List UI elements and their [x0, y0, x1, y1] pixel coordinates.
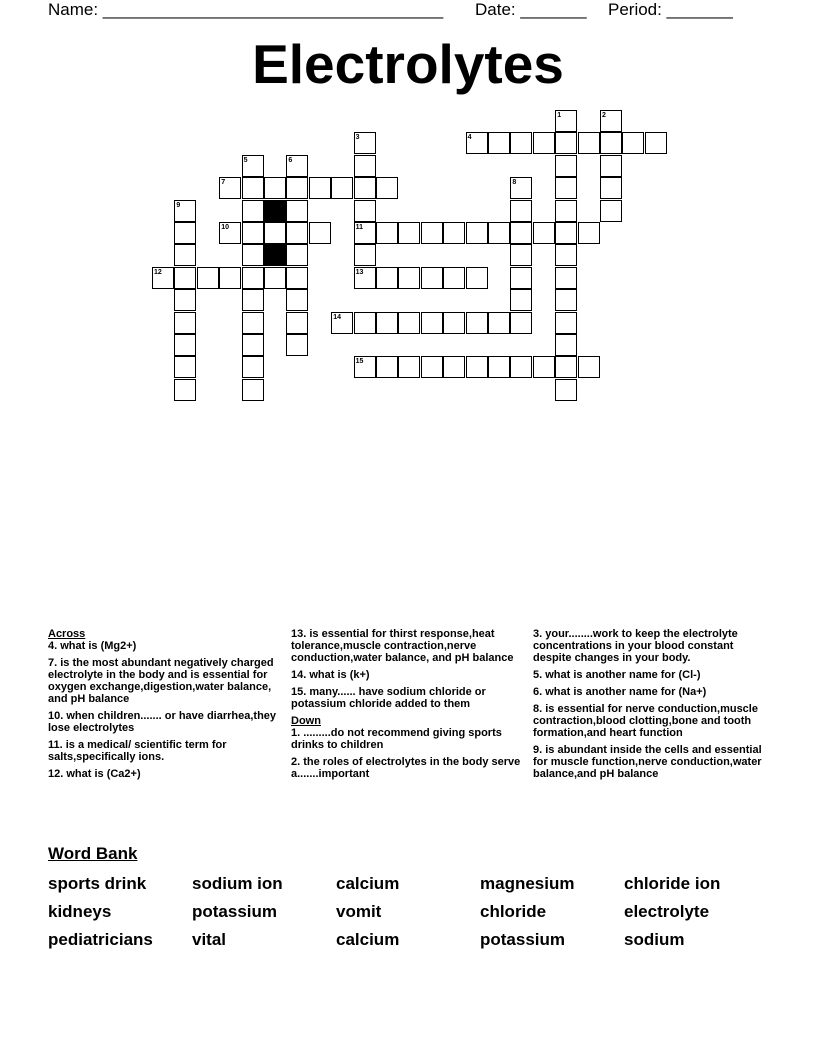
word-bank-title: Word Bank: [48, 844, 138, 863]
clue-text: many...... have sodium chloride or potassium chloride added to them: [291, 686, 486, 710]
crossword-cell[interactable]: [578, 132, 600, 154]
clue-number: 2: [602, 112, 606, 119]
crossword-cell[interactable]: [510, 267, 532, 289]
clue-number-label: 1.: [291, 727, 301, 739]
crossword-cell[interactable]: [555, 244, 577, 266]
crossword-cell[interactable]: [555, 356, 577, 378]
clue-text: is abundant inside the cells and essential for muscle function,nerve conduction,water balance,and pH balance: [533, 744, 762, 780]
word-bank-item: vomit: [336, 902, 382, 921]
crossword-cell[interactable]: [242, 244, 264, 266]
clues-column-2: [291, 628, 526, 785]
crossword-cell[interactable]: [174, 379, 196, 401]
crossword-cell[interactable]: [578, 356, 600, 378]
crossword-cell[interactable]: [242, 289, 264, 311]
clue-number: 4: [467, 134, 472, 142]
crossword-cell[interactable]: [533, 356, 555, 378]
crossword-cell[interactable]: [533, 132, 555, 154]
date-field[interactable]: Date: _______: [475, 0, 587, 19]
crossword-cell[interactable]: [488, 356, 510, 378]
word-bank-item: calcium: [336, 874, 400, 893]
crossword-cell[interactable]: [443, 222, 465, 244]
clue-number: 6: [288, 156, 293, 164]
crossword-cell[interactable]: [600, 200, 622, 222]
word-bank-item: sodium ion: [192, 874, 283, 893]
crossword-cell[interactable]: [264, 267, 286, 289]
clue-item: [291, 727, 526, 751]
crossword-cell[interactable]: [510, 132, 532, 154]
crossword-cell[interactable]: [286, 244, 308, 266]
crossword-cell[interactable]: [376, 356, 398, 378]
crossword-cell[interactable]: [555, 379, 577, 401]
crossword-cell[interactable]: [488, 132, 510, 154]
clue-number: 10: [221, 224, 229, 231]
crossword-cell[interactable]: [242, 267, 264, 289]
clue-number-label: 11.: [48, 739, 63, 751]
crossword-cell[interactable]: [264, 177, 286, 199]
crossword-cell[interactable]: [376, 177, 398, 199]
across-heading: Across: [48, 628, 86, 640]
crossword-cell[interactable]: [555, 177, 577, 199]
clue-text: .........do not recommend giving sports drinks to children: [291, 727, 502, 751]
clue-number-label: 12.: [48, 768, 64, 780]
clues-column-1: [48, 628, 283, 785]
clue-item: [291, 628, 526, 664]
clue-number: 11: [355, 224, 363, 231]
crossword-cell[interactable]: [421, 356, 443, 378]
word-bank-item: calcium: [336, 930, 400, 949]
clue-item: [533, 703, 768, 739]
clue-number-label: 8.: [533, 703, 543, 715]
clue-number-label: 7.: [48, 657, 58, 669]
crossword-cell[interactable]: [510, 244, 532, 266]
crossword-cell[interactable]: [174, 267, 196, 289]
crossword-cell[interactable]: [309, 177, 331, 199]
clue-number-label: 4.: [48, 640, 58, 652]
clue-number-label: 15.: [291, 686, 307, 698]
crossword-cell[interactable]: [286, 177, 308, 199]
clue-number: 15: [355, 358, 364, 366]
crossword-cell[interactable]: [421, 222, 443, 244]
crossword-cell[interactable]: [242, 379, 264, 401]
crossword-cell[interactable]: [443, 356, 465, 378]
crossword-cell[interactable]: [242, 200, 264, 222]
crossword-cell[interactable]: [354, 177, 376, 199]
clue-item: [291, 686, 526, 710]
clue-number-label: 2.: [291, 756, 301, 768]
word-bank-item: kidneys: [48, 902, 112, 921]
crossword-cell[interactable]: [354, 155, 376, 177]
clue-item: [533, 686, 768, 698]
word-bank-item: potassium: [192, 902, 278, 921]
crossword-cell[interactable]: [242, 222, 264, 244]
clue-item: [48, 640, 283, 652]
crossword-cell[interactable]: [264, 222, 286, 244]
clue-item: [48, 739, 283, 763]
clue-item: [533, 744, 768, 780]
crossword-block: [264, 244, 286, 266]
crossword-cell[interactable]: [421, 267, 443, 289]
crossword-cell[interactable]: [286, 334, 308, 356]
crossword-cell[interactable]: [398, 312, 420, 334]
clue-number-label: 5.: [533, 669, 543, 681]
clue-text: your........work to keep the electrolyte concentrations in your blood constant despite changes in your body.: [533, 628, 738, 664]
word-bank-item: chloride ion: [624, 874, 721, 893]
clue-text: what is (k+): [306, 669, 370, 681]
crossword-cell[interactable]: [600, 155, 622, 177]
crossword-block: [264, 200, 286, 222]
clue-item: [48, 657, 283, 705]
clue-text: what is another name for (Na+): [542, 686, 707, 698]
clue-number: 9: [176, 201, 181, 209]
clue-item: [48, 768, 283, 780]
clue-number: 7: [221, 179, 226, 187]
clue-item: [291, 756, 526, 780]
crossword-cell[interactable]: [197, 267, 219, 289]
word-bank-item: chloride: [480, 902, 547, 921]
clue-text: is a medical/ scientific term for salts,specifically ions.: [48, 739, 227, 763]
crossword-cell[interactable]: [622, 132, 644, 154]
clue-text: is essential for thirst response,heat tolerance,muscle contraction,nerve conduction,water balance, and pH balance: [291, 628, 514, 664]
crossword-cell[interactable]: [466, 222, 488, 244]
crossword-cell[interactable]: [510, 312, 532, 334]
crossword-cell[interactable]: [555, 222, 577, 244]
crossword-cell[interactable]: [510, 356, 532, 378]
crossword-cell[interactable]: [578, 222, 600, 244]
crossword-cell[interactable]: [466, 356, 488, 378]
clue-number: 13: [355, 268, 364, 276]
crossword-cell[interactable]: [286, 289, 308, 311]
crossword-cell[interactable]: [286, 222, 308, 244]
crossword-cell[interactable]: [510, 289, 532, 311]
crossword-cell[interactable]: [600, 177, 622, 199]
clue-text: what is (Mg2+): [57, 640, 137, 652]
crossword-cell[interactable]: [555, 155, 577, 177]
crossword-cell[interactable]: [398, 267, 420, 289]
crossword-cell[interactable]: [466, 312, 488, 334]
word-bank-item: pediatricians: [48, 930, 153, 949]
crossword-cell[interactable]: [466, 267, 488, 289]
word-bank-item: vital: [192, 930, 227, 949]
crossword-cell[interactable]: [645, 132, 667, 154]
crossword-cell[interactable]: [354, 200, 376, 222]
crossword-cell[interactable]: [376, 312, 398, 334]
crossword-cell[interactable]: [174, 289, 196, 311]
clue-item: [533, 628, 768, 664]
crossword-cell[interactable]: [242, 177, 264, 199]
clue-number-label: 14.: [291, 669, 307, 681]
clue-item: [291, 669, 526, 681]
crossword-cell[interactable]: [510, 200, 532, 222]
down-heading: Down: [291, 715, 321, 727]
crossword-cell[interactable]: [421, 312, 443, 334]
word-bank-item: magnesium: [480, 874, 575, 893]
clue-number-label: 3.: [533, 628, 543, 640]
crossword-cell[interactable]: [219, 267, 241, 289]
crossword-cell[interactable]: [354, 312, 376, 334]
crossword-cell[interactable]: [600, 132, 622, 154]
crossword-cell[interactable]: [555, 132, 577, 154]
crossword-cell[interactable]: [488, 312, 510, 334]
name-field[interactable]: Name: ____________________________________: [48, 0, 444, 19]
crossword-cell[interactable]: [398, 222, 420, 244]
crossword-cell[interactable]: [555, 289, 577, 311]
crossword-cell[interactable]: [242, 312, 264, 334]
crossword-cell[interactable]: [242, 334, 264, 356]
clue-text: what is (Ca2+): [63, 768, 141, 780]
clue-number-label: 13.: [291, 628, 307, 640]
clue-number-label: 10.: [48, 710, 64, 722]
clue-number: 14: [333, 313, 341, 321]
crossword-cell[interactable]: [555, 312, 577, 334]
clue-text: the roles of electrolytes in the body serve a.......important: [291, 756, 521, 780]
crossword-cell[interactable]: [309, 222, 331, 244]
crossword-cell[interactable]: [174, 244, 196, 266]
crossword-cell[interactable]: [510, 222, 532, 244]
crossword-cell[interactable]: [174, 356, 196, 378]
crossword-cell[interactable]: [376, 267, 398, 289]
crossword-cell[interactable]: [443, 267, 465, 289]
crossword-cell[interactable]: [242, 356, 264, 378]
crossword-cell[interactable]: [555, 200, 577, 222]
crossword-cell[interactable]: [286, 312, 308, 334]
clue-number: 8: [512, 179, 517, 187]
crossword-cell[interactable]: [174, 222, 196, 244]
crossword-cell[interactable]: [174, 312, 196, 334]
crossword-cell[interactable]: [174, 334, 196, 356]
word-bank-item: potassium: [480, 930, 566, 949]
clue-item: [533, 669, 768, 681]
clue-number: 3: [355, 134, 360, 142]
crossword-cell[interactable]: [398, 356, 420, 378]
page-title: Electrolytes: [252, 33, 564, 95]
crossword-cell[interactable]: [533, 222, 555, 244]
word-bank-item: sports drink: [48, 874, 147, 893]
word-bank-item: sodium: [624, 930, 685, 949]
clue-number: 1: [557, 112, 562, 119]
crossword-cell[interactable]: [331, 177, 353, 199]
crossword-cell[interactable]: [354, 244, 376, 266]
clue-number: 12: [154, 268, 162, 276]
crossword-cell[interactable]: [488, 222, 510, 244]
clue-number: 5: [243, 156, 248, 164]
clues-column-3: [533, 628, 768, 785]
crossword-cell[interactable]: [286, 267, 308, 289]
word-bank-item: electrolyte: [624, 902, 710, 921]
crossword-cell[interactable]: [443, 312, 465, 334]
period-field[interactable]: Period: _______: [608, 0, 733, 19]
clue-text: when children....... or have diarrhea,they lose electrolytes: [48, 710, 277, 734]
clue-text: what is another name for (Cl-): [542, 669, 701, 681]
crossword-grid: [0, 0, 816, 420]
clue-text: is essential for nerve conduction,muscle contraction,blood clotting,bone and tooth formation,and heart function: [533, 703, 758, 739]
clue-number-label: 6.: [533, 686, 543, 698]
clue-item: [48, 710, 283, 734]
crossword-cell[interactable]: [376, 222, 398, 244]
clue-number-label: 9.: [533, 744, 543, 756]
clue-text: is the most abundant negatively charged electrolyte in the body and is essential for oxygen exchange,digestion,water balance, and pH balance: [48, 657, 274, 705]
crossword-cell[interactable]: [555, 334, 577, 356]
crossword-cell[interactable]: [286, 200, 308, 222]
crossword-cell[interactable]: [555, 267, 577, 289]
